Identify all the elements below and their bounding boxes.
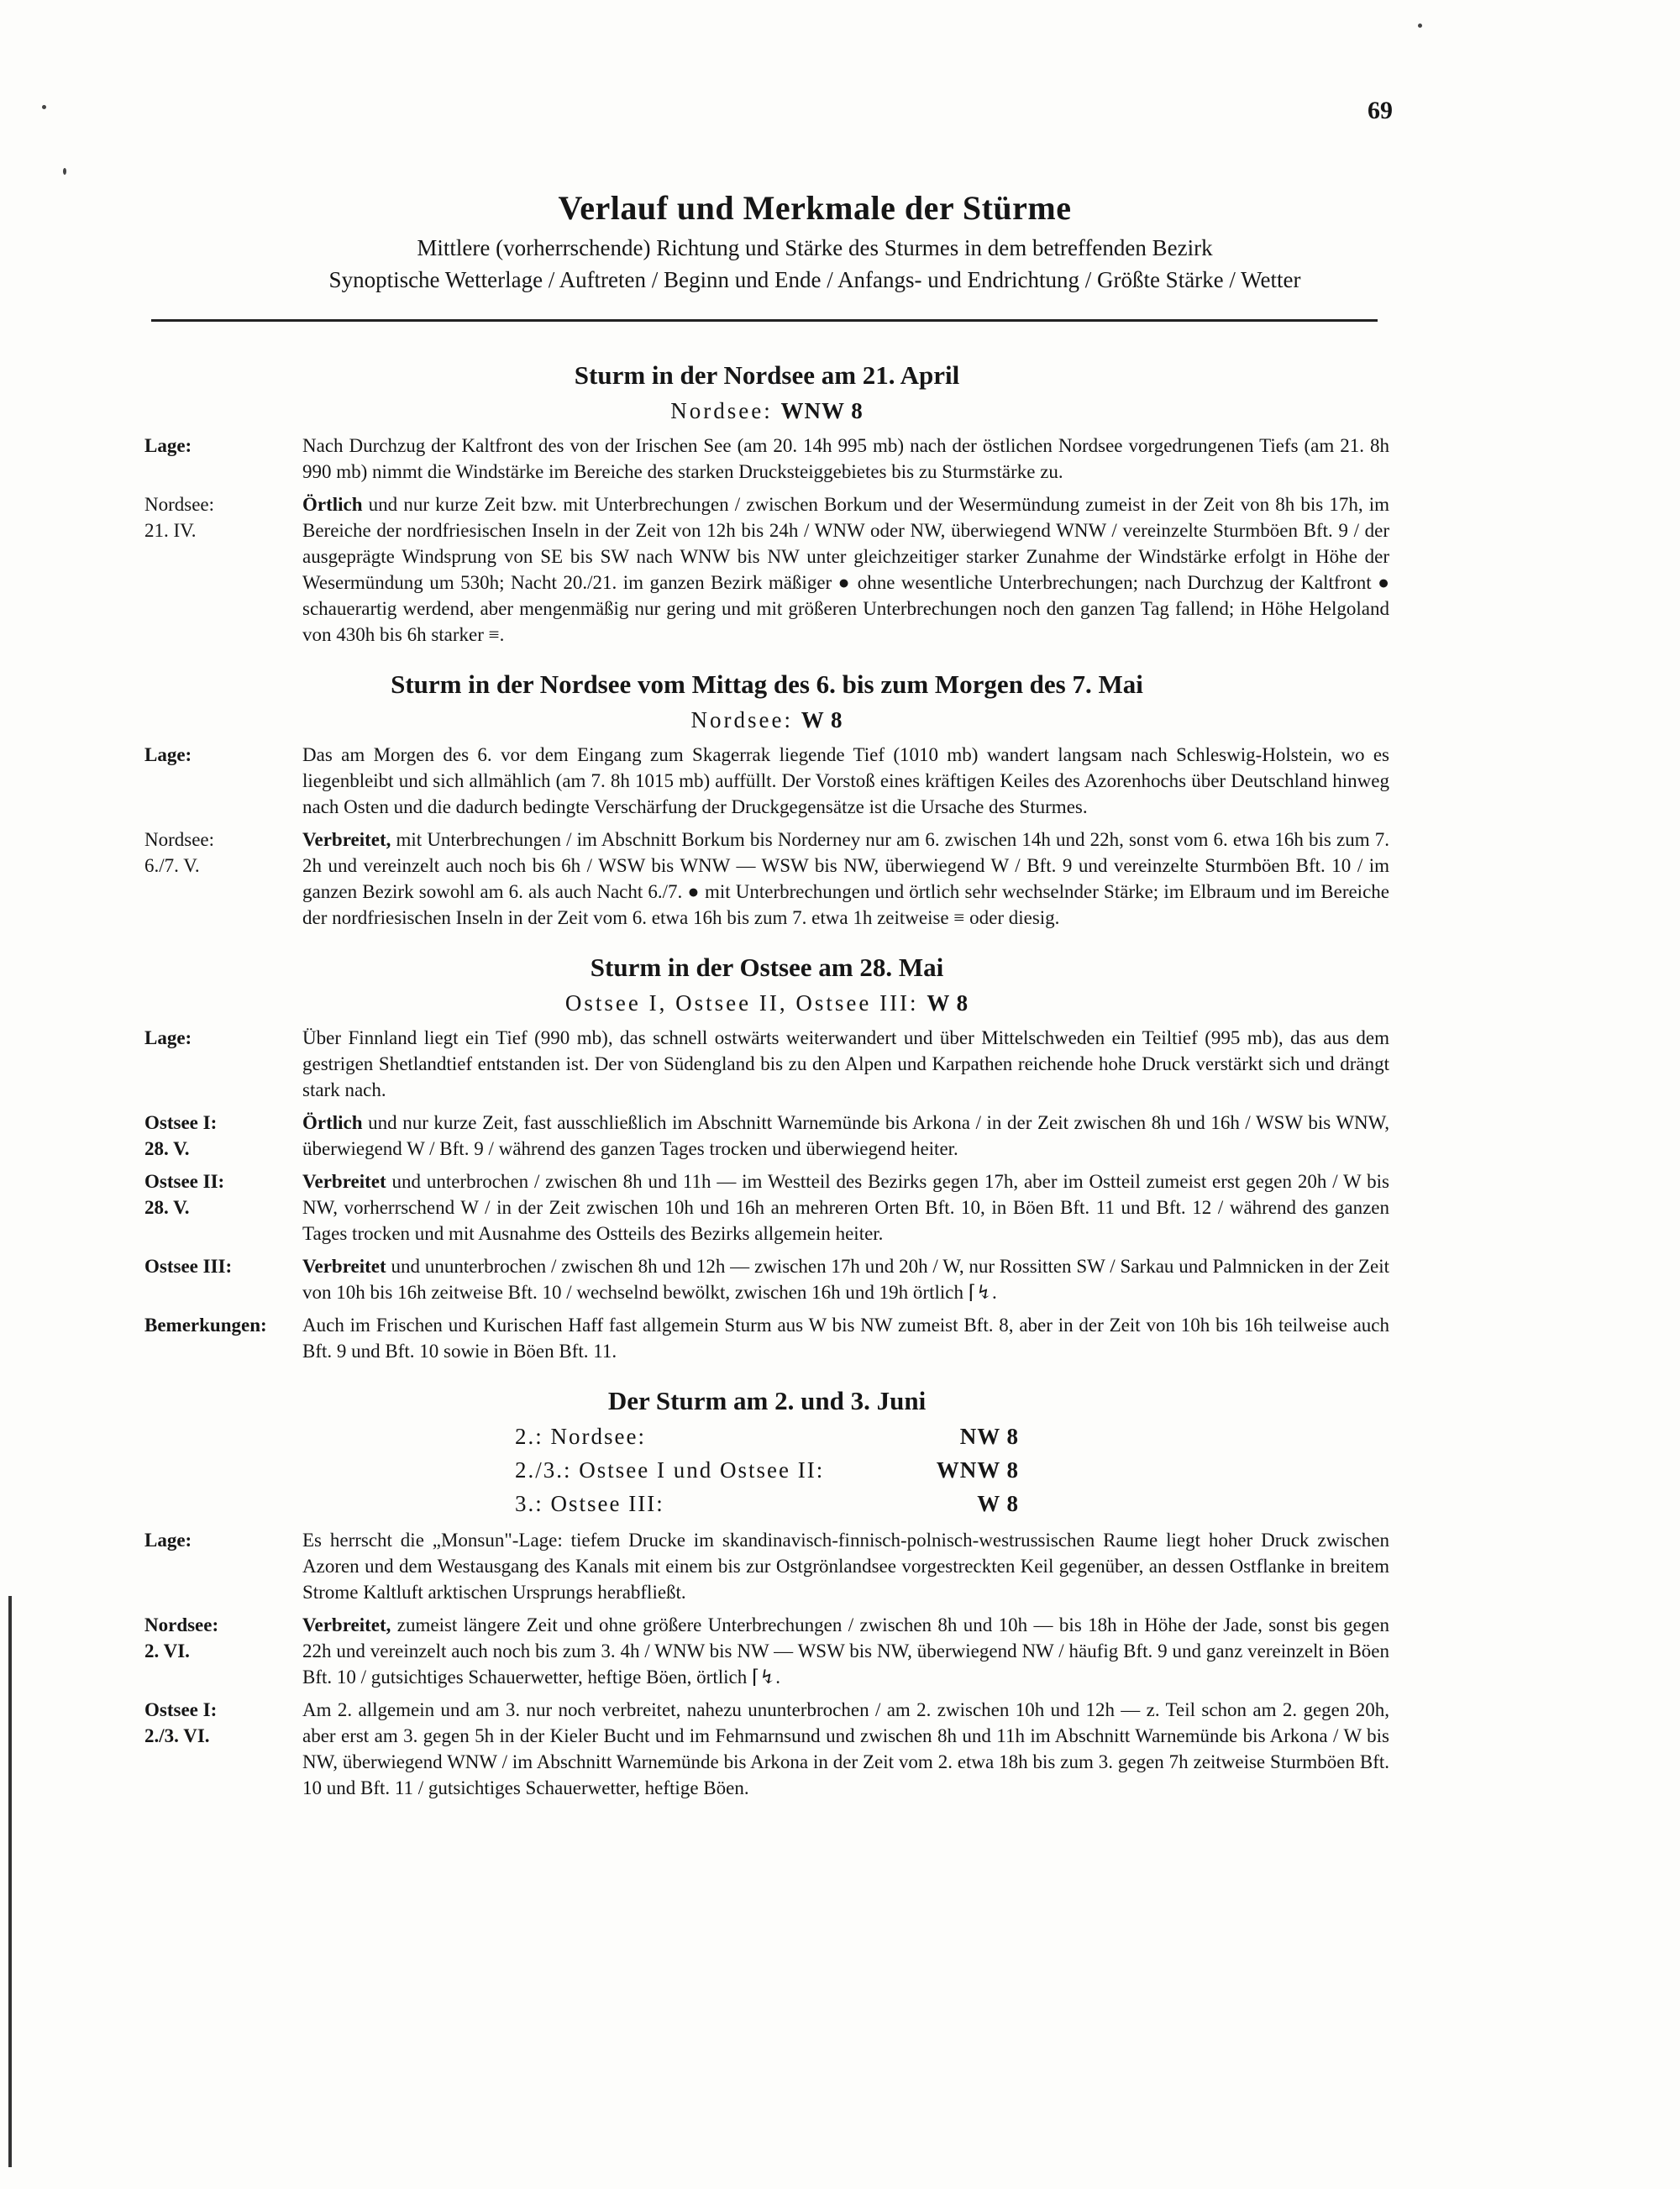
area-value: NW 8 (959, 1424, 1019, 1449)
storm-area (144, 703, 1389, 737)
storm-area (144, 986, 1389, 1020)
page-number: 69 (1368, 97, 1393, 124)
scan-speck (1418, 24, 1422, 28)
entry-text (302, 1110, 1389, 1162)
storm-area-row (515, 1453, 1019, 1487)
entry-body: zumeist längere Zeit und ohne größere Unterbrechungen / zwischen 8h und 10h — bis 18h in Höhe der Jade, sonst bis gegen 22h und vereinzelt auch noch bis zum 3. 4h / WNW bis NW — WSW bis NW, überwiegend NW / häufig Bft. 9 und ganz vereinzelt in Böen Bft. 10 / gutsichtiges Schauerwetter, heftige Böen, örtlich ⌈↯. (302, 1614, 1389, 1688)
entry-text: Über Finnland liegt ein Tief (990 mb), das schnell ostwärts weiterwandert und über Mittelschweden ein Teiltief (995 mb), das aus dem gestrigen Shetlandtief entstanden ist. Der von Südengland bis zu den Alpen und Karpathen reichende hohe Druck verstärkt sich und drängt stark nach. (302, 1027, 1389, 1100)
entry-label: Ostsee I: 2./3. VI. (144, 1699, 218, 1746)
storm-title: Sturm in der Nordsee vom Mittag des 6. bis zum Morgen des 7. Mai (391, 669, 1143, 699)
area-label: 2.: Nordsee: (515, 1424, 646, 1449)
storm-title: Sturm in der Nordsee am 21. April (574, 360, 960, 390)
entry-label: Ostsee II: 28. V. (144, 1171, 225, 1218)
area-label: Nordsee: (690, 707, 793, 732)
entry-nordsee (144, 827, 1389, 931)
entry-label: Lage: (144, 1530, 192, 1551)
area-value: WNW 8 (780, 398, 864, 423)
entry-body: und unterbrochen / zwischen 8h und 11h — im Westteil des Bezirks gegen 17h, aber im Ostteil zumeist erst gegen 20h / W bis NW, vorherrschend W / in der Zeit zwischen 10h und 16h an mehreren Orten Bft. 10, in Böen Bft. 11 und Bft. 12 / während des ganzen Tages trocken und mit Ausnahme des Ostteils des Bezirks allgemein heiter. (302, 1171, 1389, 1244)
area-label: Ostsee I, Ostsee II, Ostsee III: (564, 990, 919, 1016)
entry-text: Am 2. allgemein und am 3. nur noch verbreitet, nahezu ununterbrochen / am 2. zwischen 10h und 12h — z. Teil schon am 2. gegen 20h, aber erst am 3. gegen 5h in der Kieler Bucht und im Fehmarnsund und zwischen 8h und 11h im Abschnitt Warnemünde bis Arkona / W bis NW, überwiegend WNW / im Abschnitt Warnemünde bis Arkona in der Zeit vom 2. etwa 18h bis zum 3. gegen 7h zeitweise Sturmböen Bft. 10 und Bft. 11 / gutsichtiges Schauerwetter, heftige Böen. (302, 1699, 1389, 1798)
scan-speck (42, 105, 46, 109)
entry-label: Bemerkungen: (144, 1315, 267, 1336)
entry-label: Lage: (144, 435, 192, 456)
entry-body: mit Unterbrechungen / im Abschnitt Borkum bis Norderney nur am 6. zwischen 14h und 22h, sonst vom 6. etwa 16h bis zum 7. 2h und vereinzelt auch noch bis 6h / WSW bis WNW — WSW bis NW, überwiegend W / Bft. 9 und vereinzelte Sturmböen Bft. 10 / im ganzen Bezirk sowohl am 6. als auch Nacht 6./7. ● mit Unterbrechungen und örtlich sehr wechselnder Stärke; im Elbraum und im Bereiche der nordfriesischen Inseln in der Zeit vom 6. etwa 16h bis zum 7. etwa 1h zeitweise ≡ oder diesig. (302, 829, 1389, 928)
storm-area-row (515, 1420, 1019, 1453)
entry-lage (144, 1527, 1389, 1605)
area-value: WNW 8 (936, 1457, 1019, 1483)
entry-text: Auch im Frischen und Kurischen Haff fast allgemein Sturm aus W bis NW zumeist Bft. 8, aber in der Zeit von 10h bis 16h teilweise auch Bft. 9 und Bft. 10 sowie in Böen Bft. 11. (302, 1315, 1389, 1362)
page-header (134, 186, 1495, 296)
entry-body: und ununterbrochen / zwischen 8h und 12h — zwischen 17h und 20h / W, nur Rossitten SW / Sarkau und Palmnicken in der Zeit von 10h bis 16h zeitweise Bft. 10 / wechselnd bewölkt, zwischen 16h und 19h örtlich ⌈↯. (302, 1256, 1389, 1303)
scan-margin-mark (8, 1596, 12, 2167)
entry-text (302, 1612, 1389, 1690)
storm-area-row (515, 1487, 1019, 1520)
entry-ostsee-1 (144, 1697, 1389, 1801)
header-rule (151, 319, 1378, 322)
entry-text (302, 827, 1389, 931)
entry-lage (144, 433, 1389, 485)
page-content (144, 357, 1389, 1819)
storm-section-april-21 (144, 357, 1389, 648)
entry-text (302, 1253, 1389, 1305)
entry-body: und nur kurze Zeit, fast ausschließlich im Abschnitt Warnemünde bis Arkona / in der Zeit zwischen 8h und 16h / WSW bis WNW, überwiegend W / Bft. 9 / während des ganzen Tages trocken und überwiegend heiter. (302, 1112, 1389, 1159)
entry-label: Ostsee I: 28. V. (144, 1112, 218, 1159)
entry-ostsee-2 (144, 1168, 1389, 1247)
storm-title: Sturm in der Ostsee am 28. Mai (590, 953, 944, 982)
entry-ostsee-1 (144, 1110, 1389, 1162)
storm-title: Der Sturm am 2. und 3. Juni (607, 1386, 927, 1415)
entry-text (302, 491, 1389, 648)
entry-body: und nur kurze Zeit bzw. mit Unterbrechungen / zwischen Borkum und der Wesermündung zumeist in der Zeit von 8h bis 17h, im Bereiche der nordfriesischen Inseln in der Zeit von 12h bis 24h / WNW oder NW, überwiegend WNW / vereinzelte Sturmböen Bft. 9 / der ausgeprägte Windsprung von SE bis SW nach WNW bis NW unter gleichzeitiger starker Zunahme der Windstärke erfolgt in Höhe der Wesermündung um 530h; Nacht 20./21. im ganzen Bezirk mäßiger ● ohne wesentliche Unterbrechungen; nach Durchzug der Kaltfront ● schauerartig werdend, aber mengenmäßig nur gering und mit größeren Unterbrechungen noch den ganzen Tag fallend; in Höhe Helgoland von 430h bis 6h starker ≡. (302, 494, 1389, 645)
entry-lage (144, 742, 1389, 820)
storm-section-june-2-3 (144, 1383, 1389, 1801)
entry-nordsee (144, 1612, 1389, 1690)
entry-nordsee (144, 491, 1389, 648)
entry-lead: Verbreitet (302, 1256, 386, 1277)
entry-label: Lage: (144, 744, 192, 765)
entry-label: Nordsee: 21. IV. (144, 494, 215, 541)
entry-lead: Verbreitet (302, 1171, 386, 1192)
entry-lead: Verbreitet, (302, 1614, 391, 1635)
entry-label: Nordsee: 2. VI. (144, 1614, 219, 1661)
entry-text: Das am Morgen des 6. vor dem Eingang zum Skagerrak liegende Tief (1010 mb) wandert langsam nach Schleswig-Holstein, wo es liegenbleibt und sich allmählich (am 7. 8h 1015 mb) auffüllt. Der Vorstoß eines kräftigen Keiles des Azorenhochs über Deutschland hinweg nach Osten und die dadurch bedingte Verschärfung der Druckgegensätze ist die Ursache des Sturmes. (302, 744, 1389, 817)
area-value: W 8 (977, 1491, 1019, 1516)
header-subtitle-1: Mittlere (vorherrschende) Richtung und Stärke des Sturmes in dem betreffenden Bezirk (417, 235, 1213, 260)
entry-lead: Örtlich (302, 1112, 363, 1133)
storm-areas (515, 1420, 1019, 1520)
storm-section-may-6-7 (144, 666, 1389, 931)
entry-label: Ostsee III: (144, 1256, 233, 1277)
entry-bemerkungen (144, 1312, 1389, 1364)
area-value: W 8 (801, 707, 843, 732)
entry-label: Nordsee: 6./7. V. (144, 829, 215, 876)
area-value: W 8 (927, 990, 969, 1016)
header-subtitle-2: Synoptische Wetterlage / Auftreten / Beginn und Ende / Anfangs- und Endrichtung / Größte Stärke / Wetter (328, 267, 1301, 292)
storm-section-may-28 (144, 949, 1389, 1364)
area-label: 2./3.: Ostsee I und Ostsee II: (515, 1457, 825, 1483)
area-label: Nordsee: (670, 398, 773, 423)
entry-lage (144, 1025, 1389, 1103)
entry-lead: Örtlich (302, 494, 363, 515)
area-label: 3.: Ostsee III: (515, 1491, 664, 1516)
entry-text (302, 1168, 1389, 1247)
entry-lead: Verbreitet, (302, 829, 391, 850)
storm-area (144, 394, 1389, 428)
entry-ostsee-3 (144, 1253, 1389, 1305)
entry-text: Es herrscht die „Monsun"-Lage: tiefem Drucke im skandinavisch-finnisch-polnisch-westrussischen Raume liegt hoher Druck zwischen Azoren und dem Westausgang des Kanals mit einem bis zur Ostgrönlandsee vorgestreckten Keil gegenüber, an dessen Ostflanke in breitem Strome Kaltluft arktischen Ursprungs herabfließt. (302, 1530, 1389, 1603)
entry-label: Lage: (144, 1027, 192, 1048)
entry-text: Nach Durchzug der Kaltfront des von der Irischen See (am 20. 14h 995 mb) nach der östlichen Nordsee vorgedrungenen Tiefs (am 21. 8h 990 mb) nimmt die Windstärke im Bereiche des starken Drucksteiggebietes bis zu Sturmstärke zu. (302, 435, 1389, 482)
scan-speck (63, 168, 66, 175)
page-title: Verlauf und Merkmale der Stürme (558, 189, 1072, 227)
